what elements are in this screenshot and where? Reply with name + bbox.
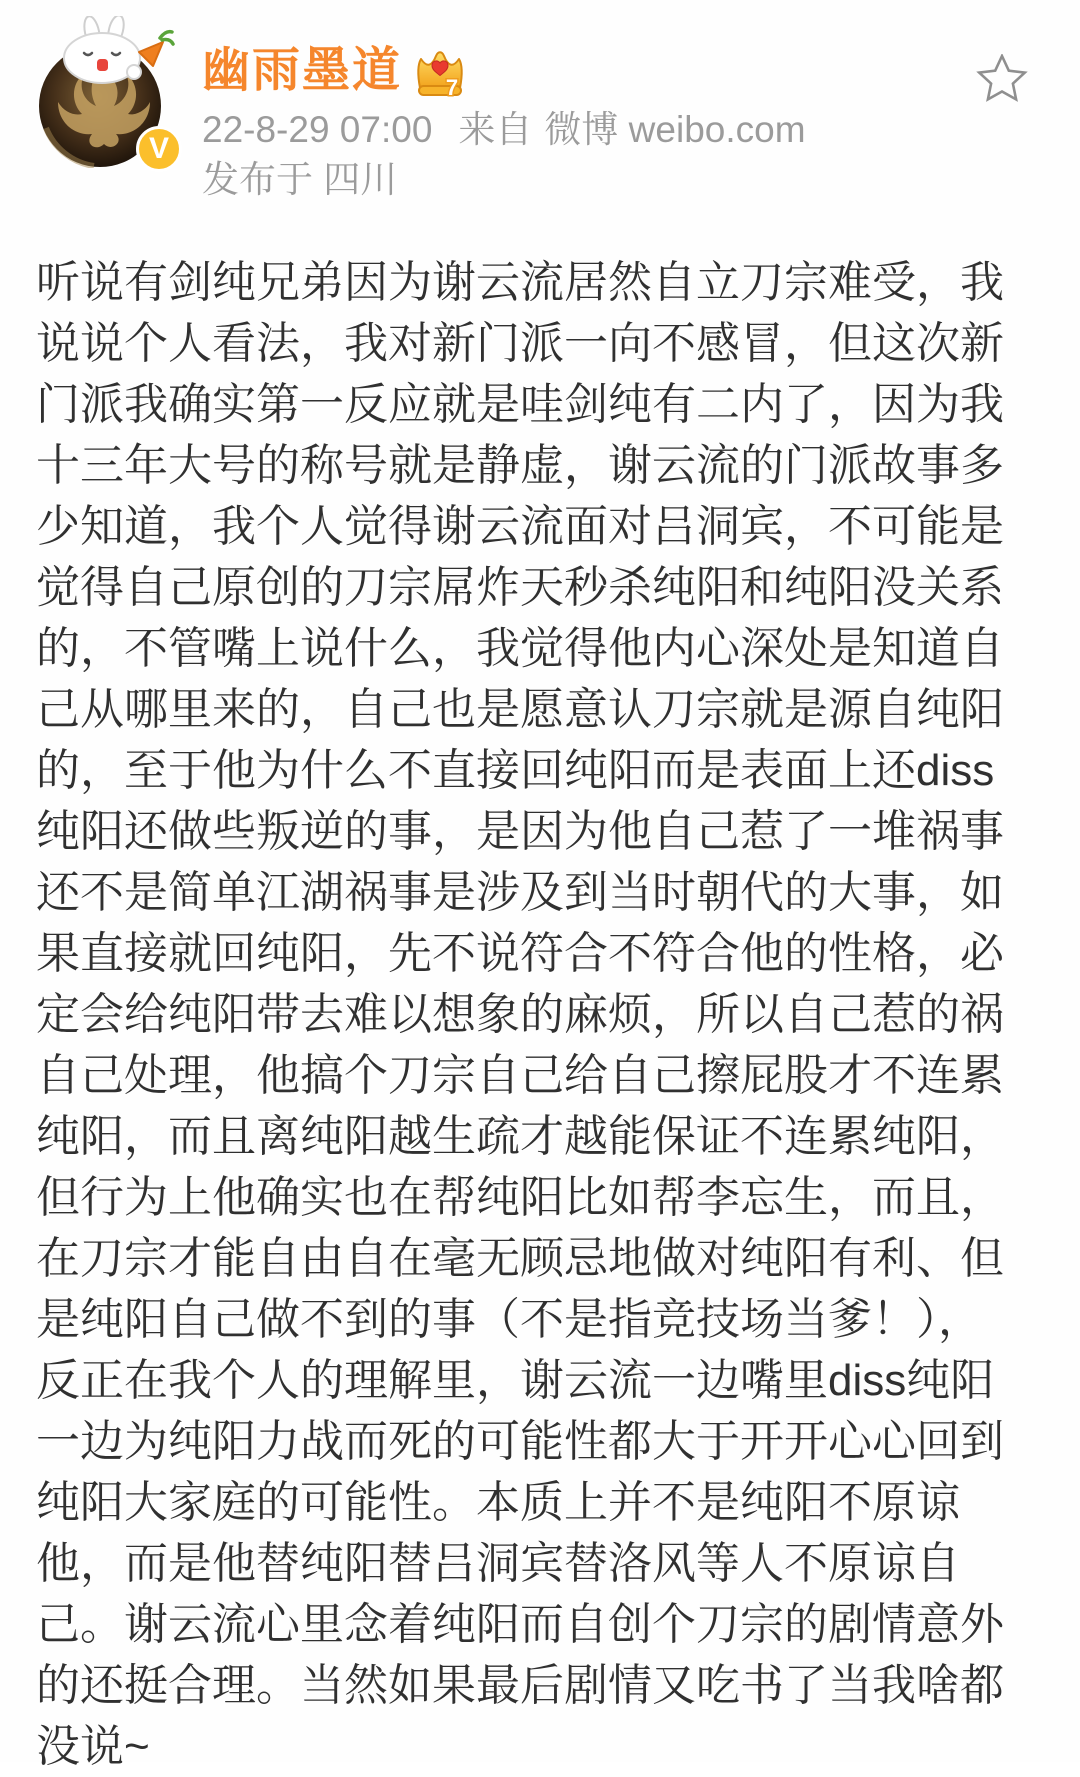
carrot-icon [139, 32, 173, 66]
post-text-line: 的还挺合理。当然如果最后剧情又吃书了当我啥都 [36, 1661, 1004, 1710]
post-text-line: 觉得自己原创的刀宗屌炸天秒杀纯阳和纯阳没关系 [36, 563, 1004, 612]
post-text-line: 听说有剑纯兄弟因为谢云流居然自立刀宗难受，我 [36, 258, 1004, 307]
post-text-line: 十三年大号的称号就是静虚，谢云流的门派故事多 [36, 441, 1004, 490]
post-text-line: 的，不管嘴上说什么，我觉得他内心深处是知道自 [36, 624, 1004, 673]
post-text-line: 说说个人看法，我对新门派一向不感冒，但这次新 [36, 319, 1004, 368]
post-text-line: 纯阳还做些叛逆的事，是因为他自己惹了一堆祸事 [36, 807, 1004, 856]
post-text-line: 反正在我个人的理解里，谢云流一边嘴里diss纯阳 [36, 1356, 995, 1405]
post-header [36, 16, 1044, 202]
post-text-line: 他，而是他替纯阳替吕洞宾替洛风等人不原谅自 [36, 1539, 960, 1588]
avatar[interactable] [36, 16, 176, 168]
post-text-line: 在刀宗才能自由自在毫无顾忌地做对纯阳有利、但 [36, 1234, 1004, 1283]
source-link[interactable]: 微博 weibo.com [544, 109, 806, 150]
post-text-line: 是纯阳自己做不到的事（不是指竞技场当爹！）， [36, 1295, 982, 1344]
post-text-line: 一边为纯阳力战而死的可能性都大于开开心心回到 [36, 1417, 1004, 1466]
post-text-line: 但行为上他确实也在帮纯阳比如帮李忘生，而且， [36, 1173, 1004, 1222]
post-text-line: 定会给纯阳带去难以想象的麻烦，所以自己惹的祸 [36, 990, 1004, 1039]
post-text-line: 自己处理，他搞个刀宗自己给自己擦屁股才不连累 [36, 1051, 1004, 1100]
star-icon [976, 54, 1028, 106]
post-text-line: 的，至于他为什么不直接回纯阳而是表面上还diss [36, 746, 995, 795]
post-text-line: 果直接就回纯阳，先不说符合不符合他的性格，必 [36, 929, 1004, 978]
post-text-line: 还不是简单江湖祸事是涉及到当时朝代的大事，如 [36, 868, 1004, 917]
verified-badge-icon: V [136, 126, 182, 172]
author-name[interactable]: 幽雨墨道 [202, 44, 403, 97]
vip-crown-icon [412, 46, 468, 100]
post-text-line: 己从哪里来的，自己也是愿意认刀宗就是源自纯阳 [36, 685, 1004, 734]
timestamp: 22-8-29 07:00 [202, 109, 433, 150]
post-text-line: 门派我确实第一反应就是哇剑纯有二内了，因为我 [36, 380, 1004, 429]
post-text-line: 纯阳大家庭的可能性。本质上并不是纯阳不原谅 [36, 1478, 960, 1527]
source-prefix: 来自 [458, 109, 533, 150]
post-location: 发布于 四川 [202, 159, 398, 200]
post-text-line: 少知道，我个人觉得谢云流面对吕洞宾，不可能是 [36, 502, 1004, 551]
post-text-line: 纯阳，而且离纯阳越生疏才越能保证不连累纯阳， [36, 1112, 1004, 1161]
post-text [36, 252, 1044, 1777]
rabbit-icon [64, 16, 141, 83]
post-meta [202, 108, 806, 152]
post-text-line: 己。谢云流心里念着纯阳而自创个刀宗的剧情意外 [36, 1600, 1004, 1649]
vip-level-number: 7 [445, 75, 459, 100]
favorite-star-button[interactable] [974, 52, 1030, 108]
author-block [202, 16, 806, 202]
post-text-line: 没说~ [36, 1722, 150, 1771]
